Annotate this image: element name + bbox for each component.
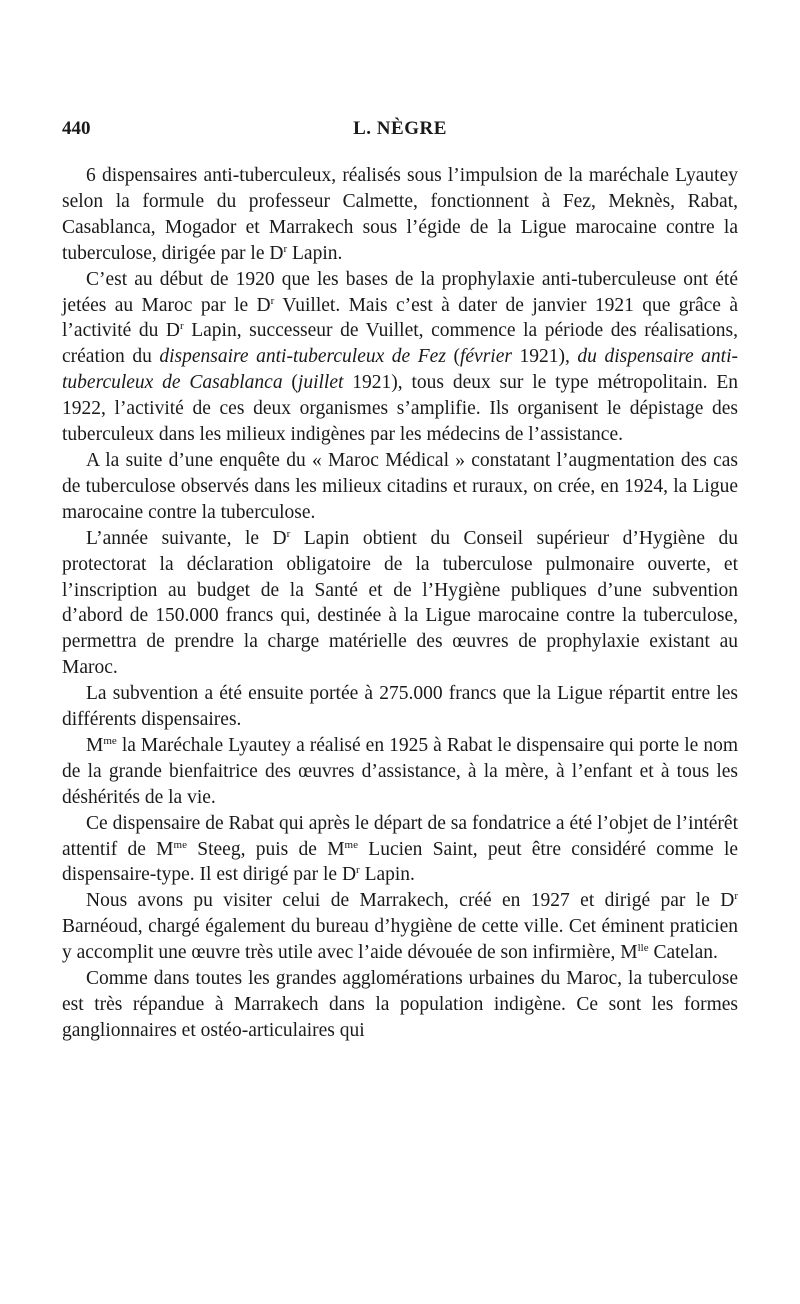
text-run: A la suite d’une enquête du « Maroc Médical » constatant l’augmentation des cas de tuberculose observés dans les milieux citadins et ruraux, on crée, en 1924, la Ligue marocaine contre la tuberculose.	[62, 449, 738, 523]
text-run: La subvention a été ensuite portée à 275.000 francs que la Ligue répartit entre les différents dispensaires.	[62, 683, 738, 731]
text-run: Lapin.	[359, 864, 415, 886]
text-run: Lucien Saint, peut être considéré comme le dispensaire-type. Il est dirigé par le D	[62, 838, 739, 886]
paragraph	[62, 733, 738, 811]
text-run: Vuillet. Mais c’est à dater de janvier 1921 que grâce à l’activité du D	[62, 294, 738, 342]
paragraph	[62, 888, 738, 966]
running-head: L. NÈGRE	[353, 118, 447, 139]
text-run: Lapin.	[287, 242, 343, 264]
paragraph	[62, 681, 738, 733]
text-run: Ce dispensaire de Rabat qui après le départ de sa fondatrice a été l’objet de l’intérêt attentif de M	[62, 812, 738, 860]
text-run: la Maréchale Lyautey a réalisé en 1925 à Rabat le dispensaire qui porte le nom de la grande bienfaitrice des œuvres d’assistance, à la mère, à l’enfant et à tous les déshérités de la vie.	[62, 734, 738, 808]
superscript: lle	[637, 942, 649, 955]
text-run: C’est au début de 1920 que les bases de la prophylaxie anti-tuberculeuse ont été jetées au Maroc par le D	[62, 268, 738, 316]
italic-text: du dispensaire anti-tuberculeux de Casablanca	[62, 346, 739, 394]
text-run: (	[445, 346, 460, 368]
paragraph	[62, 526, 738, 681]
text-run: Catelan.	[648, 942, 718, 964]
superscript: r	[283, 242, 288, 255]
italic-text: juillet	[297, 372, 344, 394]
paragraph	[62, 448, 738, 526]
superscript: r	[180, 320, 184, 333]
superscript: me	[344, 838, 358, 851]
text-run: Lapin, successeur de Vuillet, commence la période des réalisations, création du	[62, 320, 738, 368]
superscript: r	[356, 864, 360, 877]
body-text	[62, 163, 738, 1044]
paragraph	[62, 163, 738, 267]
text-run: M	[86, 734, 104, 756]
text-run: 6 dispensaires anti-tuberculeux, réalisés sous l’impulsion de la maréchale Lyautey selon la formule du professeur Calmette, fonctionnent à Fez, Meknès, Rabat, Casablanca, Mogador et Marrakech sous l’égide de la Ligue marocaine contre la tuberculose, dirigée par le D	[62, 165, 738, 264]
text-run: Nous avons pu visiter celui de Marrakech, créé en 1927 et dirigé par le D	[86, 890, 735, 912]
text-run: Steeg, puis de M	[186, 838, 345, 860]
superscript: r	[734, 890, 738, 903]
paragraph	[62, 966, 738, 1044]
superscript: me	[173, 838, 187, 851]
page-number: 440	[62, 118, 91, 139]
text-run: Barnéoud, chargé également du bureau d’hygiène de cette ville. Cet éminent praticien y accomplit une œuvre très utile avec l’aide dévouée de son infirmière, M	[62, 916, 738, 964]
text-run: 1921),	[511, 346, 578, 368]
italic-text: dispensaire anti-tuberculeux de Fez	[159, 346, 446, 368]
text-run: L’année suivante, le D	[86, 527, 287, 549]
page-header	[62, 118, 738, 144]
paragraph	[62, 267, 738, 448]
text-run: (	[282, 372, 298, 394]
text-run: Comme dans toutes les grandes agglomérations urbaines du Maroc, la tuberculose est très répandue à Marrakech dans la population indigène. Ce sont les formes ganglionnaires et ostéo-articulaires qui	[62, 968, 738, 1041]
superscript: me	[103, 734, 117, 747]
superscript: r	[286, 527, 291, 540]
text-run: 1921), tous deux sur le type métropolitain. En 1922, l’activité de ces deux organismes s’amplifie. Ils organisent le dépistage des tuberculeux dans les milieux indigènes par les médecins de l’assistance.	[62, 372, 738, 446]
italic-text: février	[459, 346, 512, 368]
text-run: Lapin obtient du Conseil supérieur d’Hygiène du protectorat la déclaration obligatoire de la tuberculose pulmonaire ouverte, et l’inscription au budget de la Santé et de l’Hygiène publiques d’une subvention d’abord de 150.000 francs qui, destinée à la Ligue marocaine contre la tuberculose, permettra de prendre la charge matérielle des œuvres de prophylaxie existant au Maroc.	[62, 527, 738, 679]
paragraph	[62, 811, 738, 889]
superscript: r	[270, 294, 275, 307]
